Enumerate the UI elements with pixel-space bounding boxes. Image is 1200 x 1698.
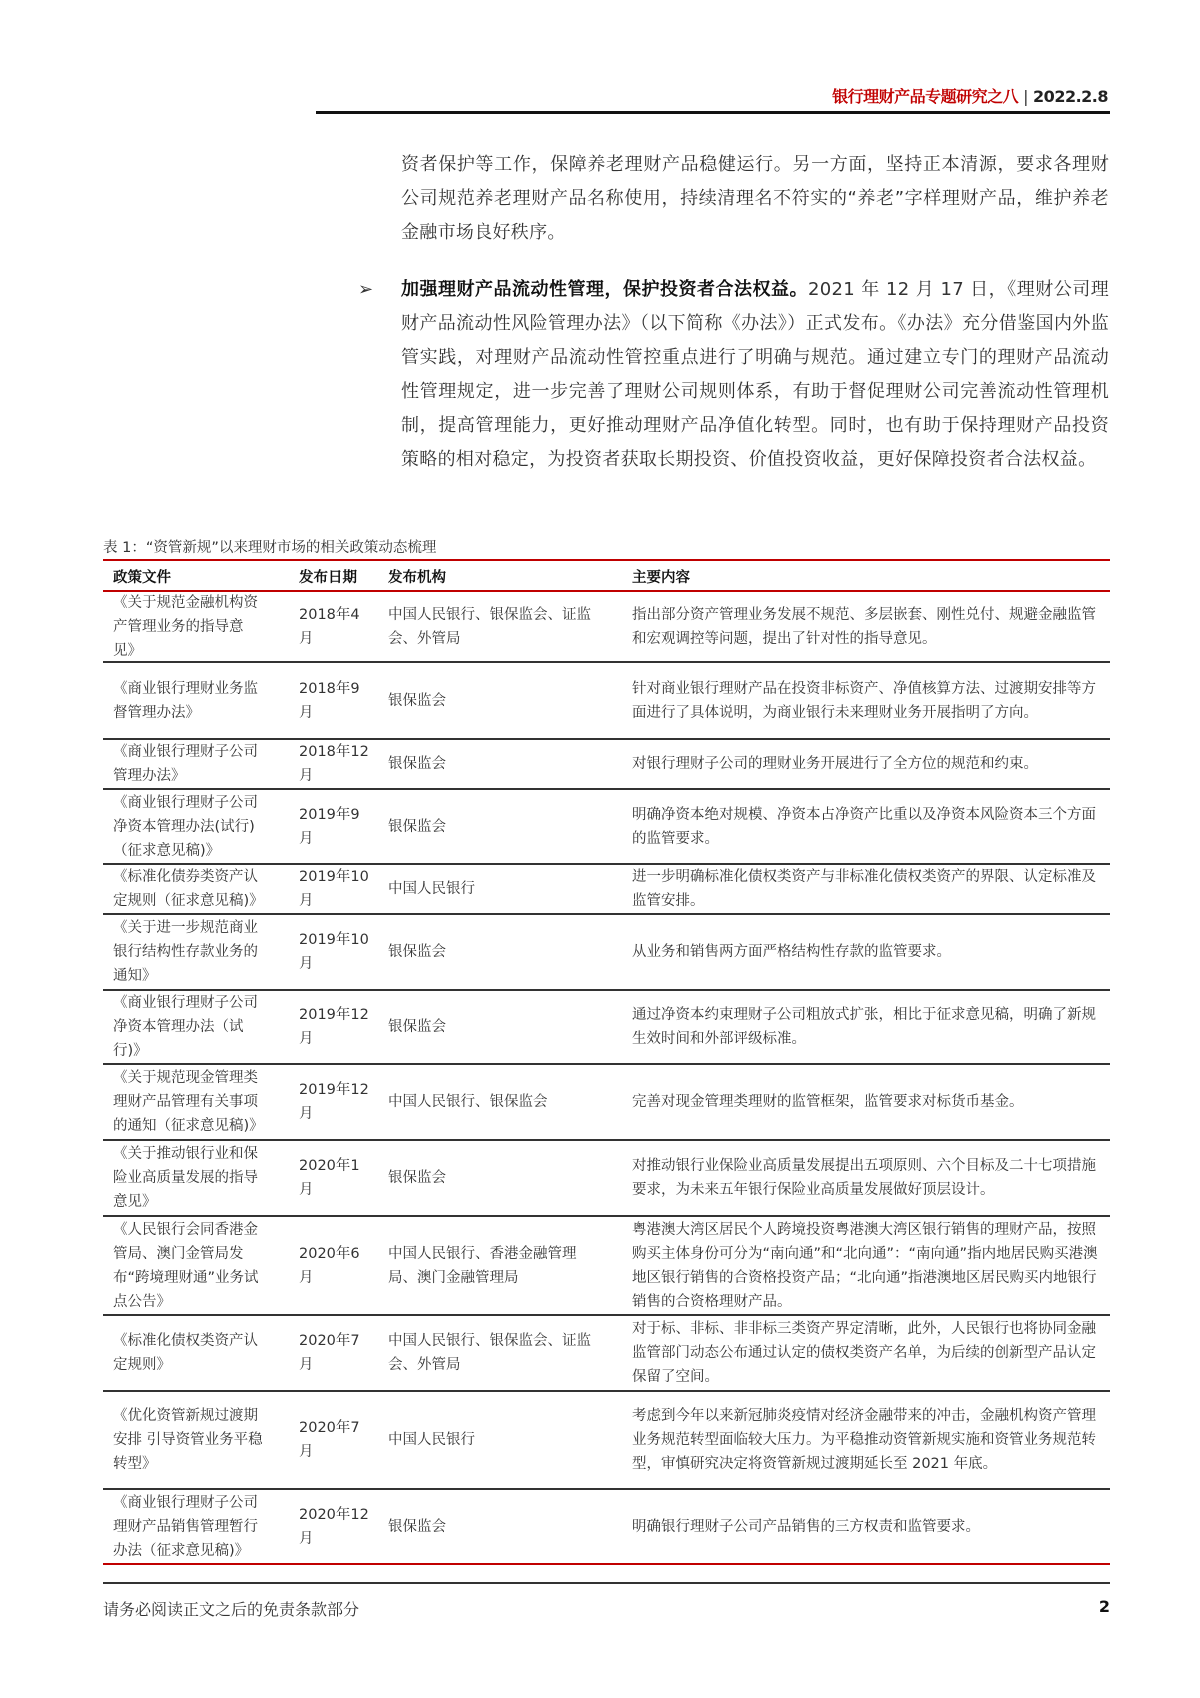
issuing-agency-text: 银保监会 (388, 1518, 446, 1535)
bullet-text: 2021 年 12 月 17 日，《理财公司理财产品流动性风险管理办法》（以下简称《办法》）正式发布。《办法》充分借鉴国内外监管实践，对理财产品流动性管控重点进行了明确与规范。通过建立专门的理财产品流动性管理规定，进一步完善了理财公司规则体系，有助于督促理财公司完善流动性管理机制，提高管理能力，更好推动理财产品净值化转型。同时，也有助于保持理财产品投资策略的相对稳定，为投资者获取长期投资、价值投资收益，更好保障投资者合法权益。 (401, 279, 1109, 470)
issuing-agency-text: 中国人民银行、银保监会、证监会、外管局 (388, 1333, 591, 1373)
cell-release-date (299, 592, 369, 661)
release-date-text: 2019年9月 (299, 806, 360, 847)
release-date-text: 2020年12月 (299, 1506, 369, 1547)
release-date-text: 2020年6月 (299, 1245, 360, 1286)
release-date-text: 2019年10月 (299, 932, 369, 972)
cell-release-date (299, 790, 369, 863)
policy-document-text: 《商业银行理财子公司净资本管理办法(试行)（征求意见稿)》 (113, 794, 258, 859)
header-release-date: 发布日期 (299, 570, 357, 586)
cell-policy-document (113, 1392, 263, 1488)
cell-main-content (632, 592, 1110, 661)
cell-issuing-agency (388, 865, 598, 913)
cell-main-content (632, 663, 1110, 738)
main-content-text: 考虑到今年以来新冠肺炎疫情对经济金融带来的冲击，金融机构资产管理业务规范转型面临较大压力。为平稳推动资管新规实施和资管业务规范转型，审慎研究决定将资管新规过渡期延长至 2021 年底。 (632, 1408, 1096, 1472)
table-row (103, 663, 1110, 740)
cell-issuing-agency (388, 1490, 598, 1563)
table-row (103, 1392, 1110, 1490)
cell-policy-document (113, 1316, 263, 1390)
report-header (832, 84, 1108, 107)
bullet-arrow-icon: ➢ (358, 279, 374, 300)
policy-table (103, 559, 1110, 1565)
cell-policy-document (113, 1217, 263, 1314)
cell-issuing-agency (388, 790, 598, 863)
cell-issuing-agency (388, 740, 598, 788)
cell-main-content (632, 740, 1110, 788)
main-content-text: 完善对现金管理类理财的监管框架，监管要求对标货币基金。 (632, 1094, 1024, 1110)
release-date-text: 2020年7月 (299, 1333, 360, 1373)
table-body (103, 592, 1110, 1565)
cell-release-date (299, 865, 369, 913)
cell-main-content (632, 1141, 1110, 1215)
table-row (103, 1316, 1110, 1392)
policy-document-text: 《关于推动银行业和保险业高质量发展的指导意见》 (113, 1146, 258, 1210)
cell-issuing-agency (388, 663, 598, 738)
cell-main-content (632, 790, 1110, 863)
header-issuing-agency: 发布机构 (388, 570, 446, 586)
table-caption: 表 1：“资管新规”以来理财市场的相关政策动态梳理 (103, 540, 437, 556)
issuing-agency-text: 中国人民银行、香港金融管理局、澳门金融管理局 (388, 1245, 577, 1286)
cell-issuing-agency (388, 1065, 598, 1139)
main-content-text: 从业务和销售两方面严格结构性存款的监管要求。 (632, 944, 951, 960)
cell-issuing-agency (388, 991, 598, 1063)
table-row (103, 915, 1110, 991)
cell-issuing-agency (388, 1316, 598, 1390)
policy-document-text: 《商业银行理财子公司管理办法》 (113, 744, 258, 784)
header-main-content: 主要内容 (632, 570, 690, 586)
footer-disclaimer: 请务必阅读正文之后的免责条款部分 (103, 1600, 360, 1619)
policy-document-text: 《优化资管新规过渡期安排 引导资管业务平稳转型》 (113, 1408, 263, 1472)
cell-main-content (632, 1217, 1110, 1314)
cell-release-date (299, 1316, 369, 1390)
main-content-text: 通过净资本约束理财子公司粗放式扩张，相比于征求意见稿，明确了新规生效时间和外部评级标准。 (632, 1007, 1096, 1047)
cell-main-content (632, 915, 1110, 989)
release-date-text: 2018年9月 (299, 680, 360, 721)
issuing-agency-text: 中国人民银行、银保监会 (388, 1094, 548, 1110)
main-content-text: 对银行理财子公司的理财业务开展进行了全方位的规范和约束。 (632, 756, 1038, 772)
main-content-text: 进一步明确标准化债权类资产与非标准化债权类资产的界限、认定标准及监管安排。 (632, 869, 1096, 909)
table-row (103, 740, 1110, 790)
cell-release-date (299, 915, 369, 989)
policy-document-text: 《人民银行会同香港金管局、澳门金管局发布“跨境理财通”业务试点公告》 (113, 1221, 259, 1310)
issuing-agency-text: 银保监会 (388, 944, 446, 960)
issuing-agency-text: 中国人民银行 (388, 881, 475, 897)
issuing-agency-text: 银保监会 (388, 818, 446, 835)
table-row (103, 1065, 1110, 1141)
main-content-text: 指出部分资产管理业务发展不规范、多层嵌套、刚性兑付、规避金融监管和宏观调控等问题，提出了针对性的指导意见。 (632, 606, 1096, 647)
table-header (103, 559, 1110, 592)
main-content-text: 明确净资本绝对规模、净资本占净资产比重以及净资本风险资本三个方面的监管要求。 (632, 806, 1096, 847)
cell-policy-document (113, 1490, 263, 1563)
main-content-text: 对推动银行业保险业高质量发展提出五项原则、六个目标及二十七项措施要求，为未来五年银行保险业高质量发展做好顶层设计。 (632, 1158, 1096, 1198)
main-content-text: 粤港澳大湾区居民个人跨境投资粤港澳大湾区银行销售的理财产品，按照购买主体身份可分为“南向通”和“北向通”：“南向通”指内地居民购买港澳地区银行销售的合资格投资产品；“北向通”指港澳地区居民购买内地银行销售的合资格理财产品。 (632, 1221, 1098, 1310)
cell-release-date (299, 991, 369, 1063)
cell-issuing-agency (388, 592, 598, 661)
policy-document-text: 《关于规范现金管理类理财产品管理有关事项的通知（征求意见稿)》 (113, 1070, 264, 1134)
cell-issuing-agency (388, 1217, 598, 1314)
main-content-text: 针对商业银行理财产品在投资非标资产、净值核算方法、过渡期安排等方面进行了具体说明，为商业银行未来理财业务开展指明了方向。 (632, 680, 1096, 721)
issuing-agency-text: 银保监会 (388, 1170, 446, 1186)
cell-policy-document (113, 790, 263, 863)
cell-policy-document (113, 663, 263, 738)
cell-release-date (299, 1141, 369, 1215)
release-date-text: 2019年12月 (299, 1082, 369, 1122)
report-series-title: 银行理财产品专题研究之八 (832, 87, 1019, 106)
table-row (103, 865, 1110, 915)
release-date-text: 2019年12月 (299, 1007, 369, 1047)
cell-issuing-agency (388, 1392, 598, 1488)
issuing-agency-text: 银保监会 (388, 692, 446, 709)
table-row (103, 1217, 1110, 1316)
cell-release-date (299, 1490, 369, 1563)
cell-policy-document (113, 991, 263, 1063)
table-row (103, 1141, 1110, 1217)
cell-main-content (632, 865, 1110, 913)
header-separator: | (1023, 87, 1029, 106)
table-row (103, 1490, 1110, 1565)
cell-main-content (632, 991, 1110, 1063)
issuing-agency-text: 银保监会 (388, 756, 446, 772)
issuing-agency-text: 中国人民银行、银保监会、证监会、外管局 (388, 606, 591, 647)
cell-release-date (299, 1392, 369, 1488)
cell-policy-document (113, 740, 263, 788)
cell-issuing-agency (388, 1141, 598, 1215)
cell-policy-document (113, 1065, 263, 1139)
table-row (103, 592, 1110, 663)
cell-policy-document (113, 592, 263, 661)
table-row (103, 991, 1110, 1065)
policy-document-text: 《关于规范金融机构资产管理业务的指导意见》 (113, 594, 258, 659)
cell-release-date (299, 740, 369, 788)
issuing-agency-text: 中国人民银行 (388, 1432, 475, 1448)
policy-document-text: 《商业银行理财业务监督管理办法》 (113, 680, 258, 721)
cell-issuing-agency (388, 915, 598, 989)
main-content-text: 对于标、非标、非非标三类资产界定清晰，此外，人民银行也将协同金融监管部门动态公布通过认定的债权类资产名单，为后续的创新型产品认定保留了空间。 (632, 1321, 1096, 1385)
policy-document-text: 《关于进一步规范商业银行结构性存款业务的通知》 (113, 920, 258, 984)
main-content-text: 明确银行理财子公司产品销售的三方权责和监管要求。 (632, 1518, 980, 1535)
cell-release-date (299, 1217, 369, 1314)
release-date-text: 2018年12月 (299, 744, 369, 784)
policy-document-text: 《商业银行理财子公司净资本管理办法（试行)》 (113, 995, 258, 1059)
header-policy-document: 政策文件 (113, 570, 171, 586)
table-row (103, 790, 1110, 865)
release-date-text: 2018年4月 (299, 606, 360, 647)
cell-main-content (632, 1490, 1110, 1563)
body-paragraph: 资者保护等工作，保障养老理财产品稳健运行。另一方面，坚持正本清源，要求各理财公司规范养老理财产品名称使用，持续清理名不符实的“养老”字样理财产品，维护养老金融市场良好秩序。 (401, 154, 1109, 243)
issuing-agency-text: 银保监会 (388, 1019, 446, 1035)
header-rule (316, 111, 1110, 114)
report-date: 2022.2.8 (1033, 87, 1108, 106)
cell-release-date (299, 663, 369, 738)
cell-main-content (632, 1316, 1110, 1390)
cell-release-date (299, 1065, 369, 1139)
policy-document-text: 《标准化债权类资产认定规则》 (113, 1333, 258, 1373)
release-date-text: 2020年7月 (299, 1420, 360, 1460)
cell-policy-document (113, 915, 263, 989)
bullet-paragraph (401, 273, 1109, 477)
cell-main-content (632, 1065, 1110, 1139)
page-number: 2 (1098, 1597, 1110, 1616)
cell-policy-document (113, 1141, 263, 1215)
policy-document-text: 《商业银行理财子公司理财产品销售管理暂行办法（征求意见稿)》 (113, 1494, 258, 1559)
policy-document-text: 《标准化债券类资产认定规则（征求意见稿)》 (113, 869, 264, 909)
cell-policy-document (113, 865, 263, 913)
release-date-text: 2019年10月 (299, 869, 369, 909)
footer-rule (103, 1582, 1110, 1584)
bullet-heading: 加强理财产品流动性管理，保护投资者合法权益。 (401, 279, 809, 300)
cell-main-content (632, 1392, 1110, 1488)
release-date-text: 2020年1月 (299, 1158, 360, 1198)
